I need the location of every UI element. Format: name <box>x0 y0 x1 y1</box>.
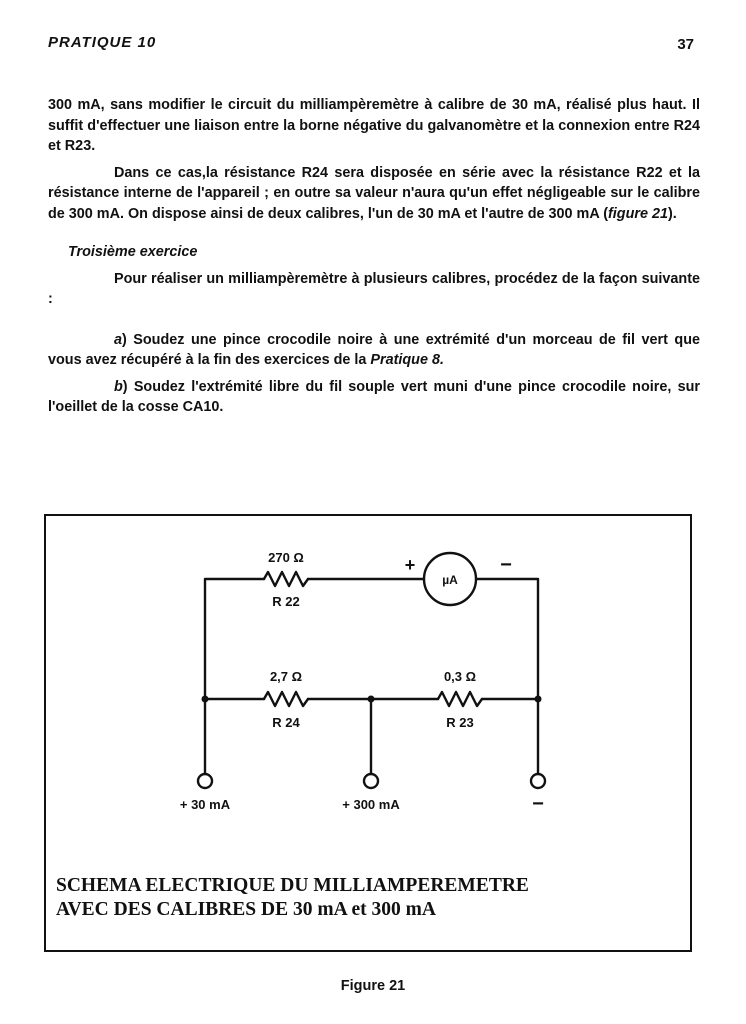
resistor-r23 <box>438 692 482 706</box>
step-a-text: ) Soudez une pince crocodile noire à une extrémité d'un morceau de fil vert que vous avez récupéré à la fin des exercices de la <box>48 331 700 368</box>
r23-name: R 23 <box>446 715 474 730</box>
resistor-r24 <box>264 692 308 706</box>
terminal-negative <box>531 774 545 788</box>
figure-reference: figure 21 <box>608 205 668 222</box>
paragraph-2-text: Dans ce cas,la résistance R24 sera disposée en série avec la résistance R22 et la résistance interne de l'appareil ; en outre sa valeur n'aura qu'un effet négligeable sur le calibre de 300 mA. On dispose ainsi de deux calibres, l'un de 30 mA et l'autre de 300 mA ( <box>48 164 700 222</box>
terminal-negative-label: − <box>532 793 544 815</box>
section-subtitle: Troisième exercice <box>68 244 198 260</box>
figure-frame <box>44 514 692 952</box>
page-number: 37 <box>677 36 694 53</box>
paragraph-step-b <box>48 377 700 418</box>
figure-caption <box>56 874 529 922</box>
paragraph-step-a <box>48 330 700 371</box>
step-a-marker: a <box>114 331 123 348</box>
step-b-text: ) Soudez l'extrémité libre du fil souple vert muni d'une pince crocodile noire, sur l'oeillet de la cosse CA10. <box>48 378 700 415</box>
caption-line-2: AVEC DES CALIBRES DE 30 mA et 300 mA <box>56 899 436 920</box>
junction-left <box>202 696 209 703</box>
terminal-30ma-label: + 30 mA <box>179 797 231 812</box>
r24-value: 2,7 Ω <box>269 669 303 684</box>
chapter-title: PRATIQUE 10 <box>48 34 157 51</box>
paragraph-1: 300 mA, sans modifier le circuit du milliampèremètre à calibre de 30 mA, réalisé plus haut. Il suffit d'effectuer une liaison entre la borne négative du galvanomètre et la connexion entre R24 et R23. <box>48 97 700 154</box>
wire-left <box>205 579 264 774</box>
resistor-r22 <box>264 572 308 586</box>
meter-minus-sign: − <box>500 554 512 576</box>
body-text <box>48 95 700 418</box>
page-header <box>48 34 698 56</box>
paragraph-2 <box>48 163 700 225</box>
terminal-30ma <box>198 774 212 788</box>
figure-label: Figure 21 <box>340 978 406 994</box>
junction-right <box>535 696 542 703</box>
r22-value: 270 Ω <box>268 550 304 565</box>
junction-middle <box>368 696 375 703</box>
r24-name: R 24 <box>272 715 300 730</box>
r23-value: 0,3 Ω <box>443 669 477 684</box>
meter-plus-sign: + <box>404 555 416 575</box>
step-b-marker: b <box>114 378 123 395</box>
wire-meter-right <box>476 579 538 699</box>
meter-label: µA <box>442 573 458 587</box>
terminal-300ma-label: + 300 mA <box>342 797 400 812</box>
r22-name: R 22 <box>272 594 300 609</box>
paragraph-3: Pour réaliser un milliampèremètre à plusieurs calibres, procédez de la façon suivante : <box>48 270 700 307</box>
paragraph-2-end: ). <box>668 205 677 222</box>
pratique-reference: Pratique 8. <box>370 352 444 368</box>
terminal-300ma <box>364 774 378 788</box>
caption-line-1: SCHEMA ELECTRIQUE DU MILLIAMPEREMETRE <box>56 875 529 896</box>
